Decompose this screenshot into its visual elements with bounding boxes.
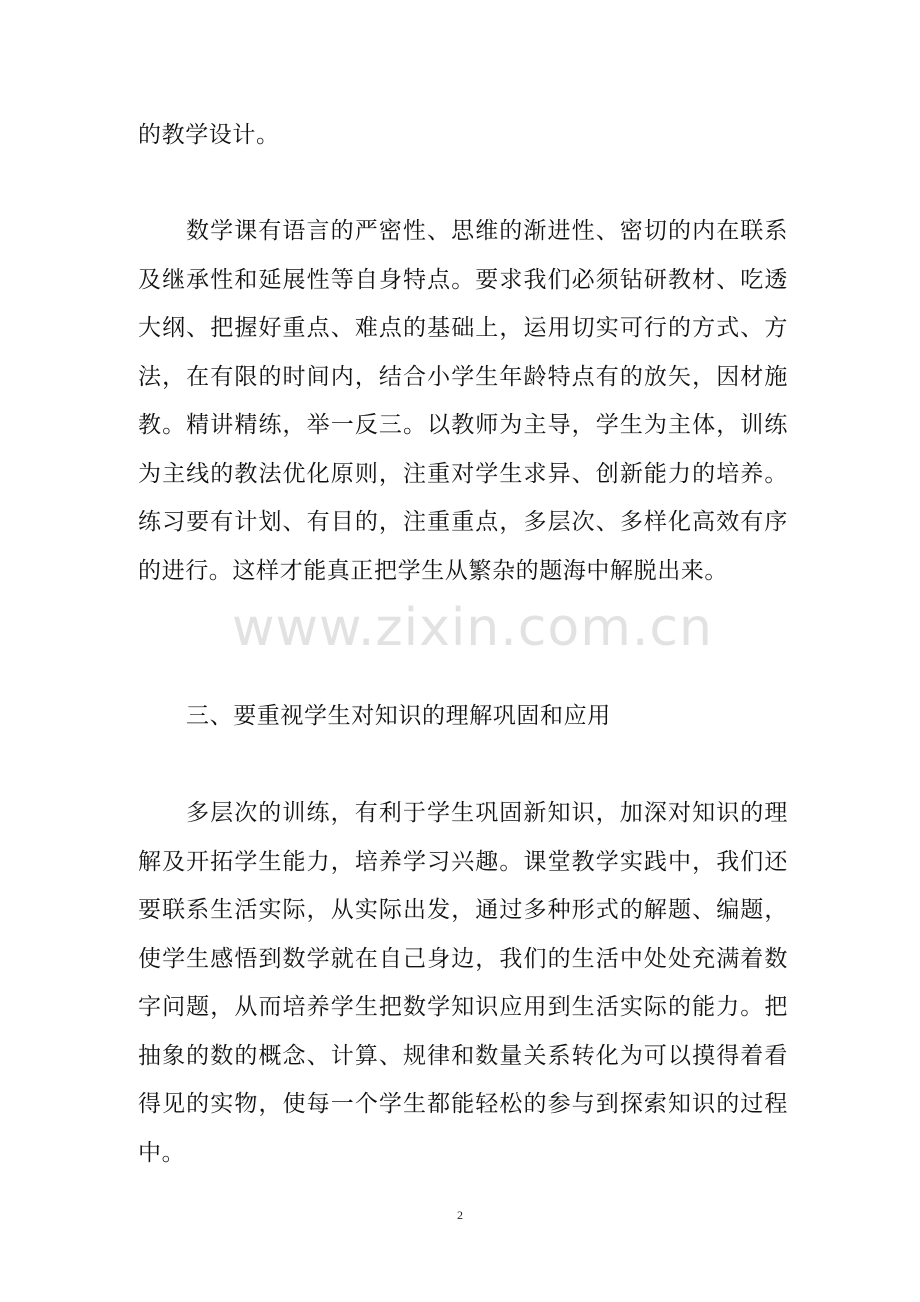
watermark-text: www.zixin.com.cn <box>232 598 713 658</box>
continued-paragraph: 的教学设计。 <box>138 122 280 148</box>
body-paragraph-1: 数学课有语言的严密性、思维的渐进性、密切的内在联系及继承性和延展性等自身特点。要求我们必须钻研教材、吃透大纲、把握好重点、难点的基础上，运用切实可行的方式、方法，在有限的时间内，结合小学生年龄特点有的放矢，因材施教。精讲精练，举一反三。以教师为主导，学生为主体，训练为主线的教法优化原则，注重对学生求异、创新能力的培养。练习要有计划、有目的，注重重点，多层次、多样化高效有序的进行。这样才能真正把学生从繁杂的题海中解脱出来。 <box>138 218 788 584</box>
section-heading: 三、要重视学生对知识的理解巩固和应用 <box>186 703 611 729</box>
page-number: 2 <box>457 1208 463 1222</box>
body-paragraph-2: 多层次的训练，有利于学生巩固新知识，加深对知识的理解及开拓学生能力，培养学习兴趣。课堂教学实践中，我们还要联系生活实际，从实际出发，通过多种形式的解题、编题，使学生感悟到数学就在自己身边，我们的生活中处处充满着数字问题，从而培养学生把数学知识应用到生活实际的能力。把抽象的数的概念、计算、规律和数量关系转化为可以摸得着看得见的实物，使每一个学生都能轻松的参与到探索知识的过程中。 <box>138 800 788 1166</box>
